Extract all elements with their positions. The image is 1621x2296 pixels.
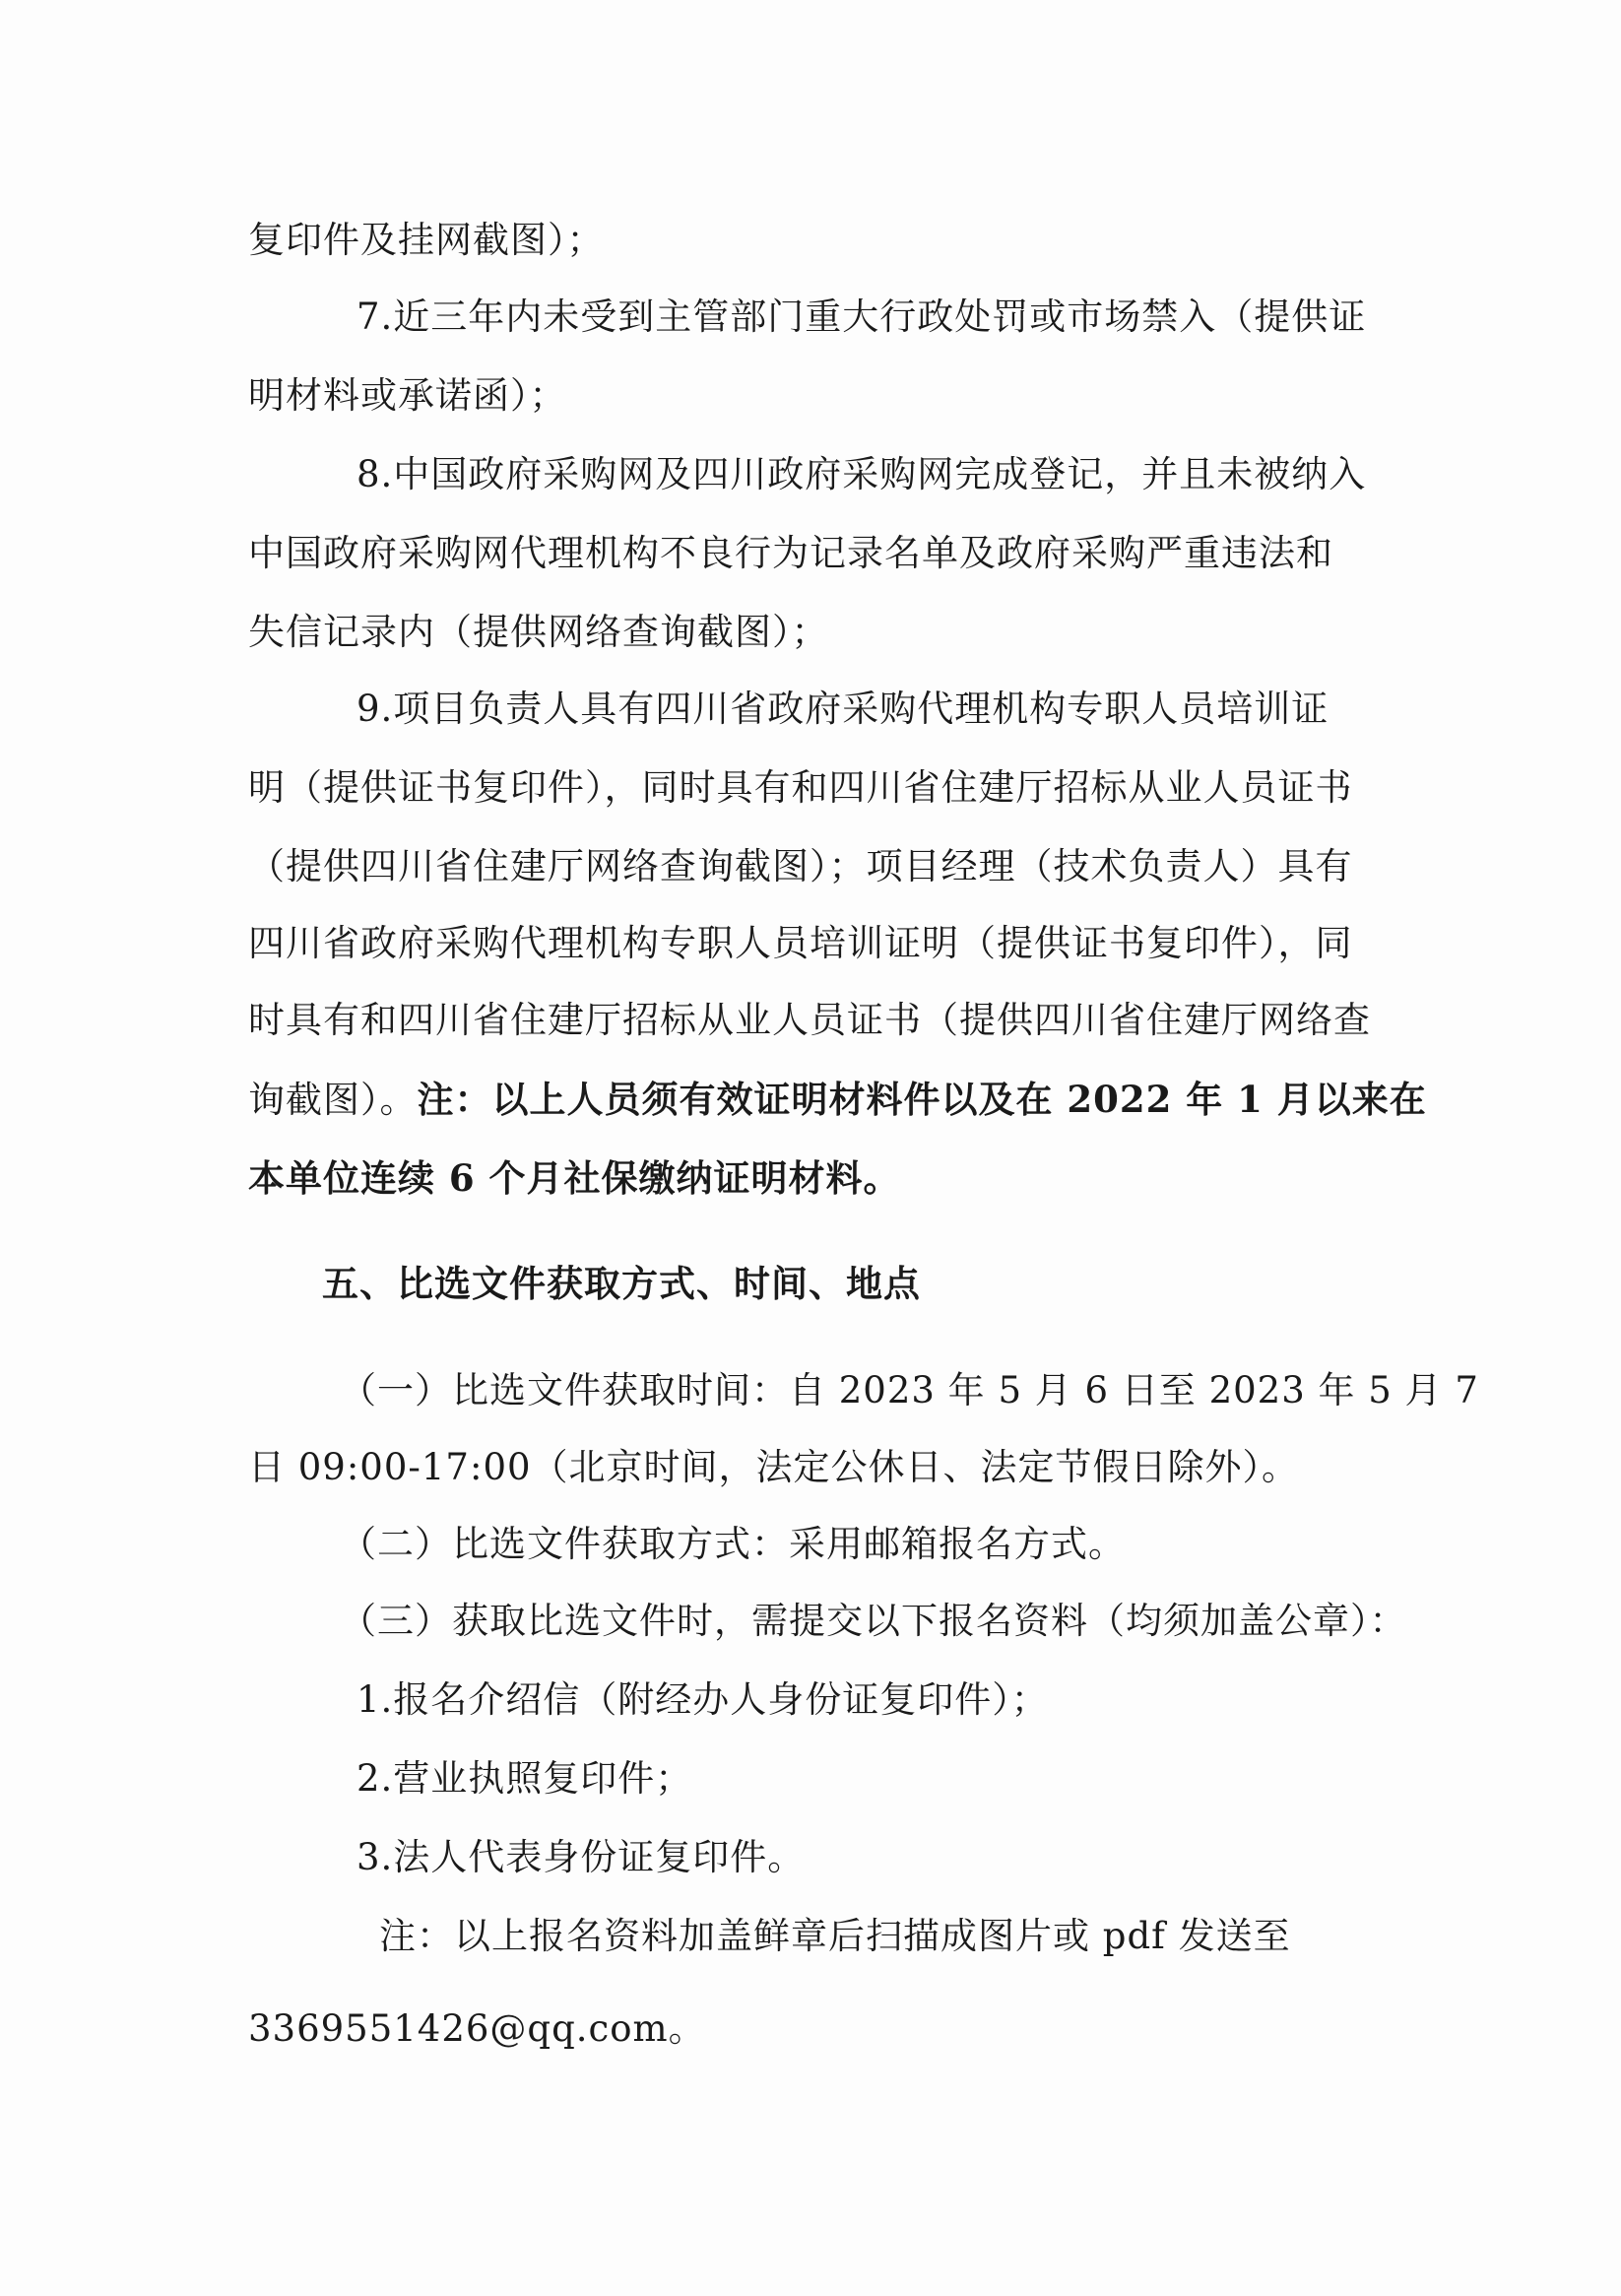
- text-line-10: 四川省政府采购代理机构专职人员培训证明（提供证书复印件），同: [248, 922, 1353, 964]
- text-line-item-8: 8.中国政府采购网及四川政府采购网完成登记，并且未被纳入: [357, 453, 1367, 495]
- text-line-9: （提供四川省住建厅网络查询截图）；项目经理（技术负责人）具有: [248, 845, 1353, 887]
- text-line-8: 明（提供证书复印件），同时具有和四川省住建厅招标从业人员证书: [248, 766, 1353, 809]
- text-line-material-3: 3.法人代表身份证复印件。: [357, 1836, 806, 1878]
- note-bold-1: 注：以上人员须有效证明材料件以及在 2022 年 1 月以来在: [417, 1078, 1427, 1121]
- text-line-1: 复印件及挂网截图）；: [248, 219, 605, 261]
- text-line-item-9: 9.项目负责人具有四川省政府采购代理机构专职人员培训证: [357, 688, 1329, 730]
- section-heading-5: 五、比选文件获取方式、时间、地点: [322, 1263, 921, 1305]
- text-line-material-1: 1.报名介绍信（附经办人身份证复印件）；: [357, 1678, 1049, 1721]
- text-line-12: [248, 1074, 1427, 1125]
- text-line-acquire-method: （二）比选文件获取方式：采用邮箱报名方式。: [340, 1523, 1126, 1565]
- text-line-12-plain: 询截图）。: [248, 1079, 418, 1121]
- text-line-11: 时具有和四川省住建厅招标从业人员证书（提供四川省住建厅网络查: [248, 999, 1371, 1041]
- text-line-3: 明材料或承诺函）；: [248, 374, 567, 417]
- text-line-6: 失信记录内（提供网络查询截图）；: [248, 611, 829, 653]
- text-line-item-7: 7.近三年内未受到主管部门重大行政处罚或市场禁入（提供证: [357, 295, 1367, 338]
- text-line-5: 中国政府采购网代理机构不良行为记录名单及政府采购严重违法和: [248, 532, 1333, 574]
- note-bold-2: 本单位连续 6 个月社保缴纳证明材料。: [248, 1156, 901, 1200]
- email-address: 3369551426@qq.com。: [248, 2007, 706, 2050]
- text-line-acquire-time-2: 日 09:00-17:00（北京时间，法定公休日、法定节假日除外）。: [248, 1446, 1300, 1488]
- text-line-note-send: 注：以上报名资料加盖鲜章后扫描成图片或 pdf 发送至: [379, 1915, 1291, 1957]
- text-line-acquire-time: （一）比选文件获取时间：自 2023 年 5 月 6 日至 2023 年 5 月 7: [340, 1369, 1479, 1411]
- text-line-acquire-materials: （三）获取比选文件时，需提交以下报名资料（均须加盖公章）：: [340, 1600, 1407, 1642]
- text-line-material-2: 2.营业执照复印件；: [357, 1757, 693, 1800]
